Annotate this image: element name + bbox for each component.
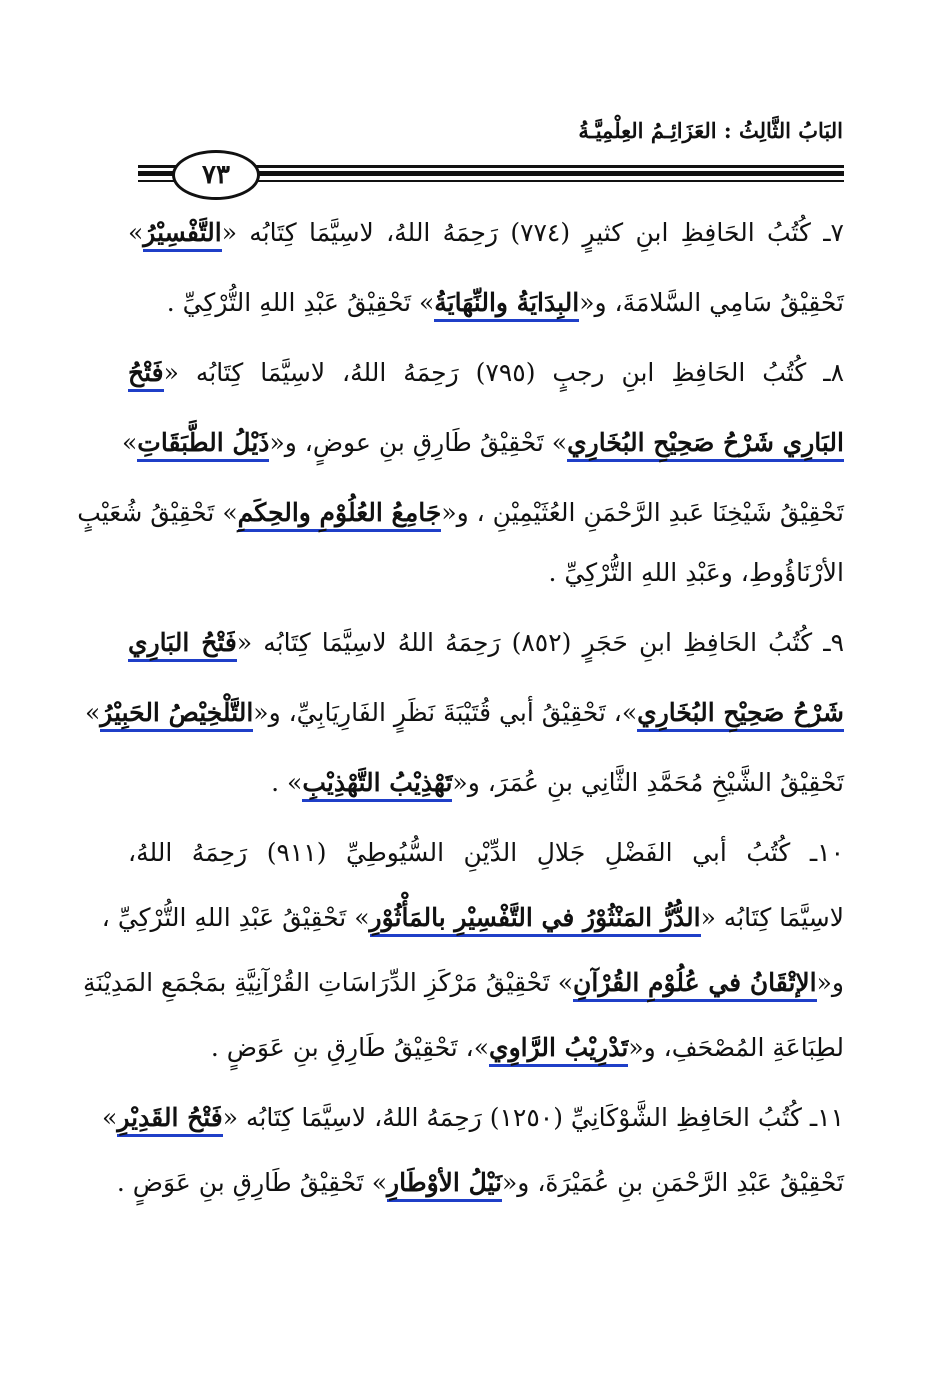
text-line — [102, 1098, 844, 1138]
text-line — [128, 763, 844, 803]
book-title: ذَيْلُ الطَّبَقَاتِ — [137, 428, 269, 462]
book-title: فَتْحُ القَدِيْرِ — [117, 1103, 222, 1137]
book-title: فَتْحُ — [128, 358, 164, 392]
text-line — [128, 353, 844, 393]
text-line — [116, 1163, 844, 1203]
text-run: » تَحْقِيْقُ طَارِقِ بنِ عوضٍ، و« — [269, 428, 568, 457]
book-title: شَرْحُ صَحِيْحِ البُخَارِي — [637, 698, 844, 732]
text-run: »، تَحْقِيْقُ أبي قُتَيْبَةَ نَظَرٍ الفَارِيَابِيِّ، و« — [253, 698, 638, 727]
text-run: لاسِيَّمَا كِتَابُه « — [700, 903, 844, 932]
text-line — [77, 493, 844, 533]
text-run: لطِبَاعَةِ المُصْحَفِ، و« — [628, 1033, 844, 1062]
book-title: جَامِعُ العُلُوْمِ والحِكَمِ — [238, 498, 442, 532]
text-line — [122, 423, 844, 463]
text-line — [128, 283, 844, 323]
text-run: الأرْنَاؤُوطِ، وعَبْدِ اللهِ التُّرْكِيِّ . — [548, 558, 844, 587]
book-title: فَتْحُ البَارِي — [128, 628, 237, 662]
text-run: ٩ـ كُتُبُ الحَافِظِ ابنِ حَجَرٍ (٨٥٢) رَحِمَهُ اللهُ لاسِيَّمَا كِتَابُه « — [236, 628, 845, 657]
text-run: تَحْقِيْقُ الشَّيْخِ مُحَمَّدِ الثَّانِي بنِ عُمَرَ، و« — [452, 768, 844, 797]
text-run: تَحْقِيْقُ سَامِي السَّلامَةَ، و« — [579, 288, 844, 317]
text-line — [128, 553, 844, 593]
book-title: تَهْذِيْبُ التَّهْذِيْبِ — [302, 768, 452, 802]
text-run: ١١ـ كُتُبُ الحَافِظِ الشَّوْكَانِيِّ (١٢٥٠) رَحِمَهُ اللهُ، لاسِيَّمَا كِتَابُه « — [222, 1103, 844, 1132]
text-run: تَحْقِيْقُ عَبْدِ الرَّحْمَنِ بنِ عُمَيْرَةَ، و« — [502, 1168, 844, 1197]
book-title: التَّفْسِيْرُ — [143, 218, 221, 252]
text-line — [101, 898, 844, 938]
text-line — [128, 833, 844, 873]
text-run: تَحْقِيْقُ شَيْخِنَا عَبدِ الرَّحْمَنِ العُثَيْمِيْنِ ، و« — [441, 498, 844, 527]
text-run: »، تَحْقِيْقُ طَارِقِ بنِ عَوَضٍ . — [210, 1033, 490, 1062]
text-run: و« — [816, 968, 844, 997]
page-number: ٧٣ — [172, 150, 260, 200]
text-run: ٨ـ كُتُبُ الحَافِظِ ابنِ رجبٍ (٧٩٥) رَحِمَهُ اللهُ، لاسِيَّمَا كِتَابُه « — [163, 358, 844, 387]
book-title: الإتْقَانُ في عُلُوْمِ القُرْآنِ — [573, 968, 817, 1002]
book-title: البَارِي شَرْحُ صَحِيْحِ البُخَارِي — [567, 428, 844, 462]
text-run: » . — [271, 768, 303, 797]
text-line — [128, 213, 844, 253]
text-run: » تَحْقِيْقُ عَبْدِ اللهِ التُّرْكِيِّ ، — [101, 903, 370, 932]
text-line — [128, 623, 844, 663]
text-run: » — [102, 1103, 118, 1132]
text-line — [85, 693, 844, 733]
text-run: » — [122, 428, 138, 457]
book-title: التَّلْخِيْصُ الحَبِيْرُ — [100, 698, 253, 732]
text-run: » — [128, 218, 144, 247]
text-run: » تَحْقِيْقُ عَبْدِ اللهِ التُّرْكِيِّ . — [166, 288, 435, 317]
text-run: » تَحْقِيْقُ شُعَيْبٍ — [77, 498, 238, 527]
running-title: البَابُ الثَّالِثُ : العَزَائِـمُ العِلْمِيَّـةُ — [578, 118, 843, 143]
text-run: ١٠ـ كُتُبُ أبي الفَضْلِ جَلالِ الدِّيْنِ السُّيُوطِيِّ (٩١١) رَحِمَهُ اللهُ، — [128, 838, 845, 867]
book-title: البِدَايَةُ والنِّهَايَةُ — [434, 288, 579, 322]
book-title: الدُّرُّ المَنْثُوْرُ في التَّفْسِيْرِ بالمَأْثُوْرِ — [370, 903, 701, 937]
text-line — [128, 1028, 844, 1068]
book-title: تَدْرِيْبُ الرَّاوِي — [489, 1033, 628, 1067]
text-run: » — [85, 698, 101, 727]
text-line — [83, 963, 844, 1003]
text-run: ٧ـ كُتُبُ الحَافِظِ ابنِ كثيرٍ (٧٧٤) رَحِمَهُ اللهُ، لاسِيَّمَا كِتَابُه « — [221, 218, 844, 247]
book-title: نَيْلُ الأوْطَارِ — [387, 1168, 502, 1202]
text-run: » تَحْقِيْقُ مَرْكَزِ الدِّرَاسَاتِ القُرْآنِيَّةِ بمَجْمَعِ المَدِيْنَةِ — [83, 968, 574, 997]
text-run: » تَحْقِيْقُ طَارِقِ بنِ عَوَضٍ . — [116, 1168, 387, 1197]
